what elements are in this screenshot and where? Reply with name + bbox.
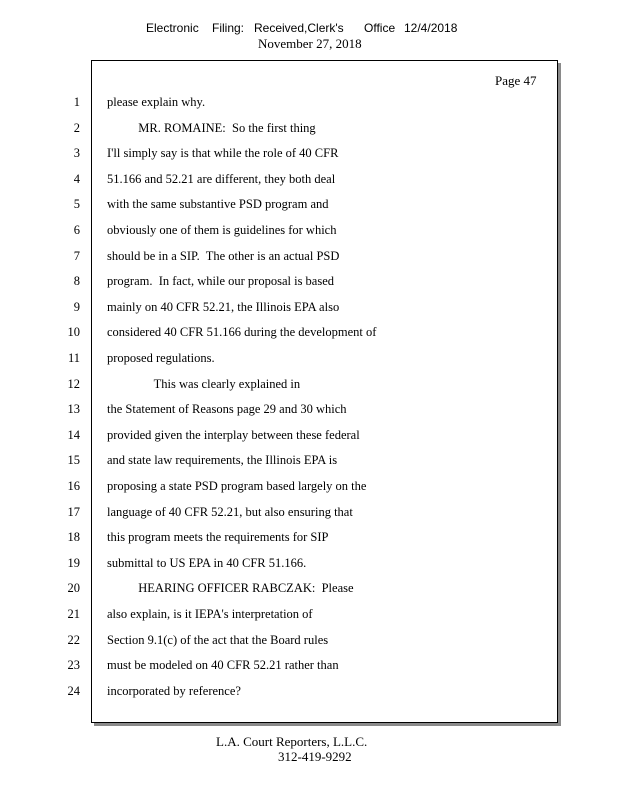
line-text: must be modeled on 40 CFR 52.21 rather than	[107, 658, 339, 672]
line-number: 12	[67, 377, 80, 391]
line-number: 3	[73, 146, 80, 160]
line-text: and state law requirements, the Illinois EPA is	[107, 453, 338, 467]
page-number: Page 47	[495, 73, 537, 88]
line-text: I'll simply say is that while the role of 40 CFR	[107, 146, 339, 160]
stamp-word-office: Office	[364, 21, 396, 35]
stamp-word-received: Received,Clerk's	[254, 21, 344, 35]
line-text: the Statement of Reasons page 29 and 30 which	[107, 402, 347, 416]
line-text: This was clearly explained in	[107, 377, 301, 391]
line-number: 9	[73, 300, 80, 314]
line-text: language of 40 CFR 52.21, but also ensuring that	[107, 505, 353, 519]
line-number: 19	[67, 556, 80, 570]
line-number: 21	[67, 607, 80, 621]
line-text: considered 40 CFR 51.166 during the development of	[107, 325, 377, 339]
line-text: mainly on 40 CFR 52.21, the Illinois EPA also	[107, 300, 340, 314]
line-text: proposed regulations.	[107, 351, 215, 365]
line-number: 20	[67, 581, 80, 595]
line-text: also explain, is it IEPA's interpretation of	[107, 607, 313, 621]
line-number: 16	[67, 479, 80, 493]
line-number: 17	[67, 505, 80, 519]
line-text: should be in a SIP. The other is an actual PSD	[107, 249, 340, 263]
line-number: 5	[73, 197, 80, 211]
line-text: incorporated by reference?	[107, 684, 241, 698]
line-number: 8	[73, 274, 80, 288]
stamp-word-filing: Filing:	[212, 21, 245, 35]
line-number: 24	[67, 684, 80, 698]
line-text: program. In fact, while our proposal is based	[107, 274, 335, 288]
line-number: 10	[67, 325, 80, 339]
line-number: 23	[67, 658, 80, 672]
line-text: 51.166 and 52.21 are different, they both deal	[107, 172, 336, 186]
line-text: MR. ROMAINE: So the first thing	[107, 121, 316, 135]
footer-company: L.A. Court Reporters, L.L.C.	[216, 734, 368, 749]
line-number: 14	[67, 428, 80, 442]
line-text: please explain why.	[107, 95, 206, 109]
line-text: proposing a state PSD program based largely on the	[107, 479, 367, 493]
line-number: 4	[73, 172, 80, 186]
line-number: 2	[73, 121, 80, 135]
filed-date: November 27, 2018	[258, 36, 362, 51]
line-number: 15	[67, 453, 80, 467]
line-number: 22	[67, 633, 80, 647]
footer-phone: 312-419-9292	[278, 749, 352, 764]
line-number: 13	[67, 402, 80, 416]
line-text: HEARING OFFICER RABCZAK: Please	[107, 581, 354, 595]
line-number: 7	[73, 249, 80, 263]
line-text: Section 9.1(c) of the act that the Board rules	[107, 633, 329, 647]
line-text: obviously one of them is guidelines for which	[107, 223, 337, 237]
stamp-date: 12/4/2018	[404, 21, 458, 35]
line-text: submittal to US EPA in 40 CFR 51.166.	[107, 556, 307, 570]
line-text: with the same substantive PSD program and	[107, 197, 329, 211]
line-text: this program meets the requirements for SIP	[107, 530, 329, 544]
line-number: 11	[67, 351, 80, 365]
line-text: provided given the interplay between these federal	[107, 428, 360, 442]
stamp-word-electronic: Electronic	[146, 21, 199, 35]
line-number: 18	[67, 530, 80, 544]
line-number: 1	[73, 95, 80, 109]
line-number: 6	[73, 223, 80, 237]
